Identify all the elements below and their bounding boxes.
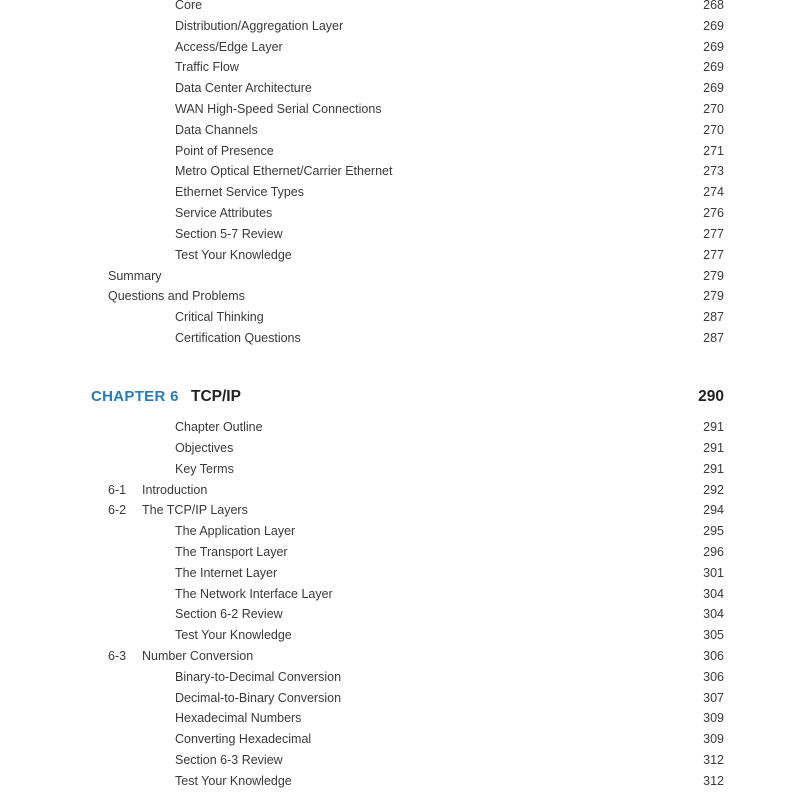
toc-entry [0, 417, 800, 437]
toc-entry [0, 307, 800, 327]
toc-entry-page: 306 [703, 649, 724, 663]
toc-entry-page: 291 [703, 420, 724, 434]
toc-entry-page: 291 [703, 441, 724, 455]
toc-entry [0, 438, 800, 458]
toc-entry-page: 270 [703, 102, 724, 116]
toc-entry [0, 563, 800, 583]
chapter-page: 290 [698, 388, 724, 405]
toc-entry-title: The TCP/IP Layers [142, 503, 248, 517]
toc-entry-page: 287 [703, 331, 724, 345]
toc-entry [0, 729, 800, 749]
toc-entry-page: 296 [703, 545, 724, 559]
toc-entry-title: Hexadecimal Numbers [175, 711, 302, 725]
chapter-number: CHAPTER 6 [91, 388, 179, 405]
toc-entry-title: Certification Questions [175, 331, 301, 345]
toc-entry [0, 688, 800, 708]
toc-entry-title: The Internet Layer [175, 566, 278, 580]
toc-entry-page: 309 [703, 711, 724, 725]
toc-entry-page: 279 [703, 289, 724, 303]
toc-entry-page: 295 [703, 524, 724, 538]
toc-entry-page: 312 [703, 774, 724, 788]
toc-entry [0, 328, 800, 348]
toc-entry-title: The Network Interface Layer [175, 587, 333, 601]
toc-entry [0, 37, 800, 57]
toc-entry-title: Distribution/Aggregation Layer [175, 19, 344, 33]
toc-entry-title: Test Your Knowledge [175, 248, 292, 262]
toc-entry-page: 304 [703, 587, 724, 601]
toc-entry-title: WAN High-Speed Serial Connections [175, 102, 382, 116]
toc-entry [0, 646, 800, 666]
toc-entry-title: Section 6-3 Review [175, 753, 283, 767]
toc-entry-page: 294 [703, 503, 724, 517]
toc-entry-title: Point of Presence [175, 144, 274, 158]
toc-entry-title: Ethernet Service Types [175, 185, 305, 199]
toc-entry [0, 500, 800, 520]
toc-entry-page: 270 [703, 123, 724, 137]
toc-entry-page: 291 [703, 462, 724, 476]
toc-entry [0, 78, 800, 98]
toc-entry-title: Test Your Knowledge [175, 774, 292, 788]
toc-entry-page: 269 [703, 40, 724, 54]
toc-entry-title: Questions and Problems [108, 289, 245, 303]
toc-entry-title: Data Center Architecture [175, 81, 312, 95]
chapter-title: TCP/IP [191, 388, 241, 405]
toc-entry-title: Decimal-to-Binary Conversion [175, 691, 342, 705]
toc-entry-title: Critical Thinking [175, 310, 264, 324]
toc-entry-page: 276 [703, 206, 724, 220]
section-number: 6-2 [108, 503, 127, 517]
toc-entry [0, 224, 800, 244]
toc-entry-page: 279 [703, 269, 724, 283]
toc-entry-page: 271 [703, 144, 724, 158]
toc-entry [0, 625, 800, 645]
toc-entry [0, 521, 800, 541]
toc-entry [0, 120, 800, 140]
toc-entry-title: Section 6-2 Review [175, 607, 283, 621]
toc-entry [0, 141, 800, 161]
toc-entry [0, 182, 800, 202]
toc-entry [0, 604, 800, 624]
toc-entry-title: Introduction [142, 483, 208, 497]
toc-entry-title: Number Conversion [142, 649, 254, 663]
toc-entry [0, 57, 800, 77]
toc-entry [0, 286, 800, 306]
toc-entry-title: Access/Edge Layer [175, 40, 283, 54]
toc-entry-page: 277 [703, 227, 724, 241]
toc-entry-title: The Transport Layer [175, 545, 288, 559]
toc-entry [0, 16, 800, 36]
toc-entry [0, 0, 800, 15]
toc-entry [0, 480, 800, 500]
toc-entry-page: 292 [703, 483, 724, 497]
section-number: 6-1 [108, 483, 127, 497]
toc-entry [0, 584, 800, 604]
toc-entry-title: Section 5-7 Review [175, 227, 283, 241]
toc-entry [0, 99, 800, 119]
toc-entry-page: 304 [703, 607, 724, 621]
toc-entry-title: Chapter Outline [175, 420, 263, 434]
toc-entry-page: 274 [703, 185, 724, 199]
toc-entry-page: 301 [703, 566, 724, 580]
toc-entry [0, 459, 800, 479]
toc-entry-page: 269 [703, 81, 724, 95]
toc-entry-title: Data Channels [175, 123, 258, 137]
toc-entry [0, 266, 800, 286]
toc-entry [0, 542, 800, 562]
toc-entry-page: 269 [703, 60, 724, 74]
toc-entry-title: Objectives [175, 441, 234, 455]
toc-entry-title: Summary [108, 269, 162, 283]
toc-entry-page: 269 [703, 19, 724, 33]
toc-entry-page: 306 [703, 670, 724, 684]
toc-entry-page: 277 [703, 248, 724, 262]
toc-entry-page: 305 [703, 628, 724, 642]
toc-entry-page: 309 [703, 732, 724, 746]
toc-entry-title: Test Your Knowledge [175, 628, 292, 642]
toc-entry-page: 312 [703, 753, 724, 767]
toc-entry-title: Service Attributes [175, 206, 273, 220]
toc-entry [0, 203, 800, 223]
toc-entry [0, 245, 800, 265]
toc-entry-page: 307 [703, 691, 724, 705]
toc-entry [0, 750, 800, 770]
toc-entry [0, 161, 800, 181]
toc-entry-title: The Application Layer [175, 524, 296, 538]
toc-entry-title: Key Terms [175, 462, 234, 476]
section-number: 6-3 [108, 649, 127, 663]
toc-entry [0, 708, 800, 728]
toc-entry-page: 268 [703, 0, 724, 12]
toc-entry-title: Core [175, 0, 203, 12]
toc-entry-title: Binary-to-Decimal Conversion [175, 670, 342, 684]
toc-entry-page: 287 [703, 310, 724, 324]
toc-entry-title: Traffic Flow [175, 60, 239, 74]
toc-entry-title: Metro Optical Ethernet/Carrier Ethernet [175, 164, 393, 178]
chapter-heading [0, 385, 800, 409]
toc-entry [0, 771, 800, 791]
toc-entry-page: 273 [703, 164, 724, 178]
toc-entry-title: Converting Hexadecimal [175, 732, 312, 746]
toc-entry [0, 667, 800, 687]
